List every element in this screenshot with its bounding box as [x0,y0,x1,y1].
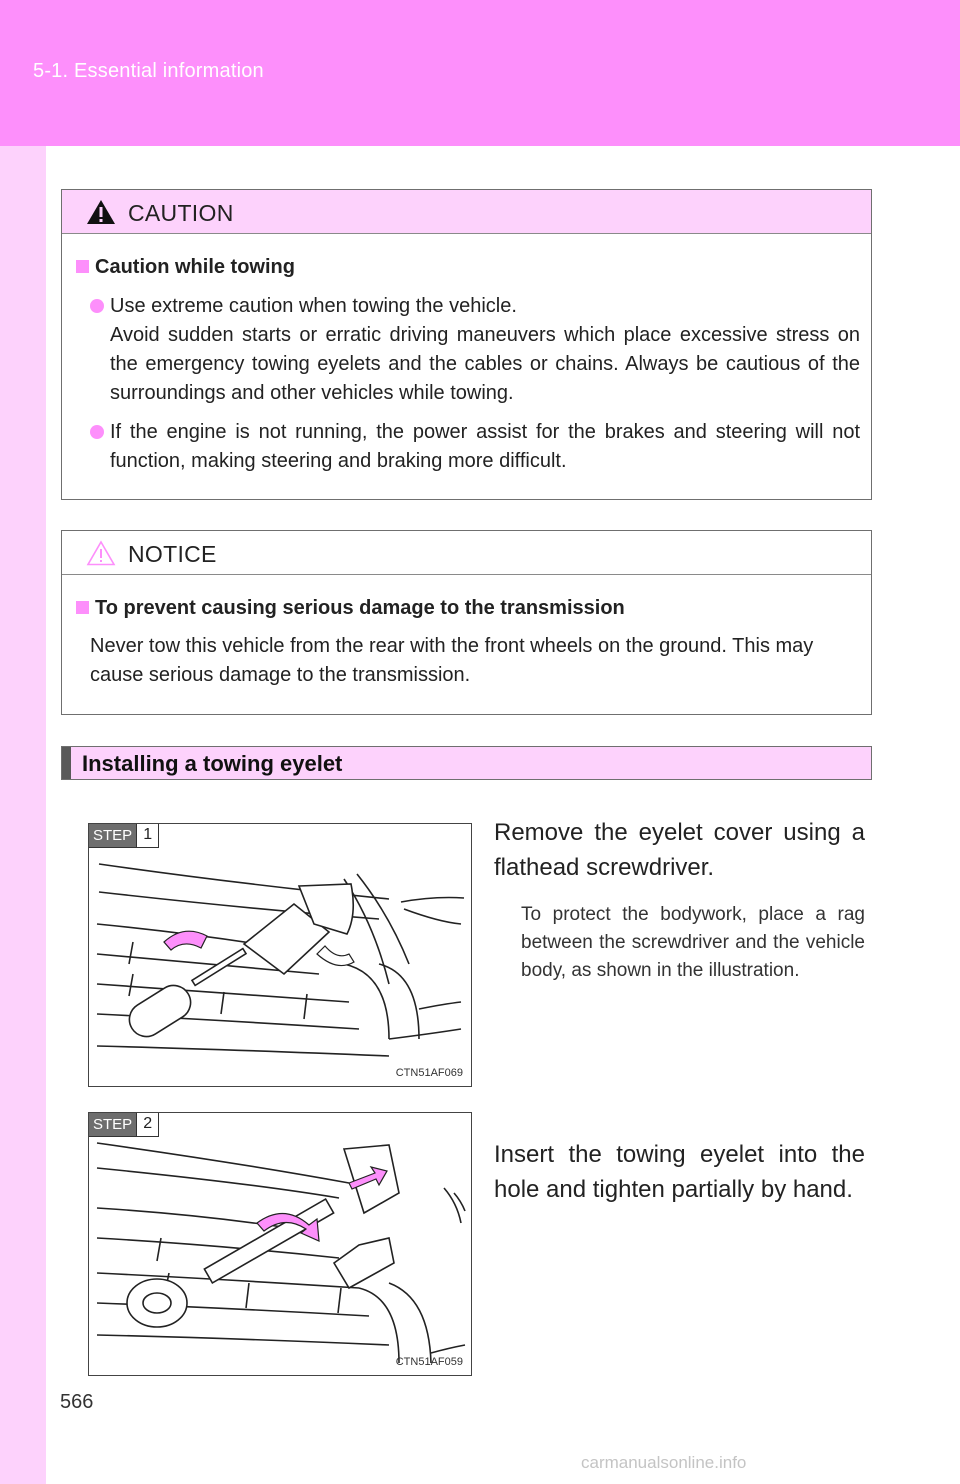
grille-screwdriver-drawing [89,824,472,1087]
grille-eyelet-drawing [89,1113,472,1376]
section-breadcrumb: 5-1. Essential information [33,60,264,82]
notice-text: Never tow this vehicle from the rear with the front wheels on the ground. This may cause serious damage to the transmission. [90,635,814,686]
side-band [0,146,46,1484]
figure-code: CTN51AF059 [395,1356,463,1368]
round-bullet-icon [90,425,104,439]
watermark: carmanualsonline.info [581,1453,747,1472]
caution-box [61,189,872,500]
step-1-illustration [88,823,472,1087]
figure-code: CTN51AF069 [395,1067,463,1079]
square-bullet-icon [76,601,89,614]
heading-accent [62,747,71,779]
step-1-note: To protect the bodywork, place a rag between the screwdriver and the vehicle body, as shown in the illustration. [521,904,865,981]
warning-triangle-outline-icon [86,540,116,566]
notice-subheading: To prevent causing serious damage to the transmission [76,597,625,620]
caution-bullet-1-line: Avoid sudden starts or erratic driving maneuvers which place excessive stress on the emergency towing eyelets and the cables or chains. Always be cautious of the surroundings and other vehicles while towing. [110,324,860,404]
notice-box [61,530,872,715]
notice-label: NOTICE [128,541,217,567]
caution-label: CAUTION [128,200,234,226]
step-1-instruction: Remove the eyelet cover using a flathead screwdriver. [494,819,865,881]
caution-bullet-1-line: Use extreme caution when towing the vehicle. [110,295,517,317]
section-heading-text: Installing a towing eyelet [82,751,343,776]
caution-bullet-1-text [110,292,860,408]
notice-header [62,531,871,575]
round-bullet-icon [90,299,104,313]
square-bullet-icon [76,260,89,273]
step-2-illustration [88,1112,472,1376]
step-2-instruction: Insert the towing eyelet into the hole and tighten partially by hand. [494,1141,865,1203]
step-1-badge: STEP 1 [89,824,159,848]
warning-triangle-icon [86,199,116,225]
section-heading [61,746,872,780]
caution-subheading: Caution while towing [76,256,295,279]
step-2-badge: STEP 2 [89,1113,159,1137]
caution-header [62,190,871,234]
caution-bullet-2: If the engine is not running, the power assist for the brakes and steering will not function, making steering and braking more difficult. [90,418,860,476]
page-number: 566 [60,1391,94,1413]
caution-bullet-1 [90,292,860,408]
